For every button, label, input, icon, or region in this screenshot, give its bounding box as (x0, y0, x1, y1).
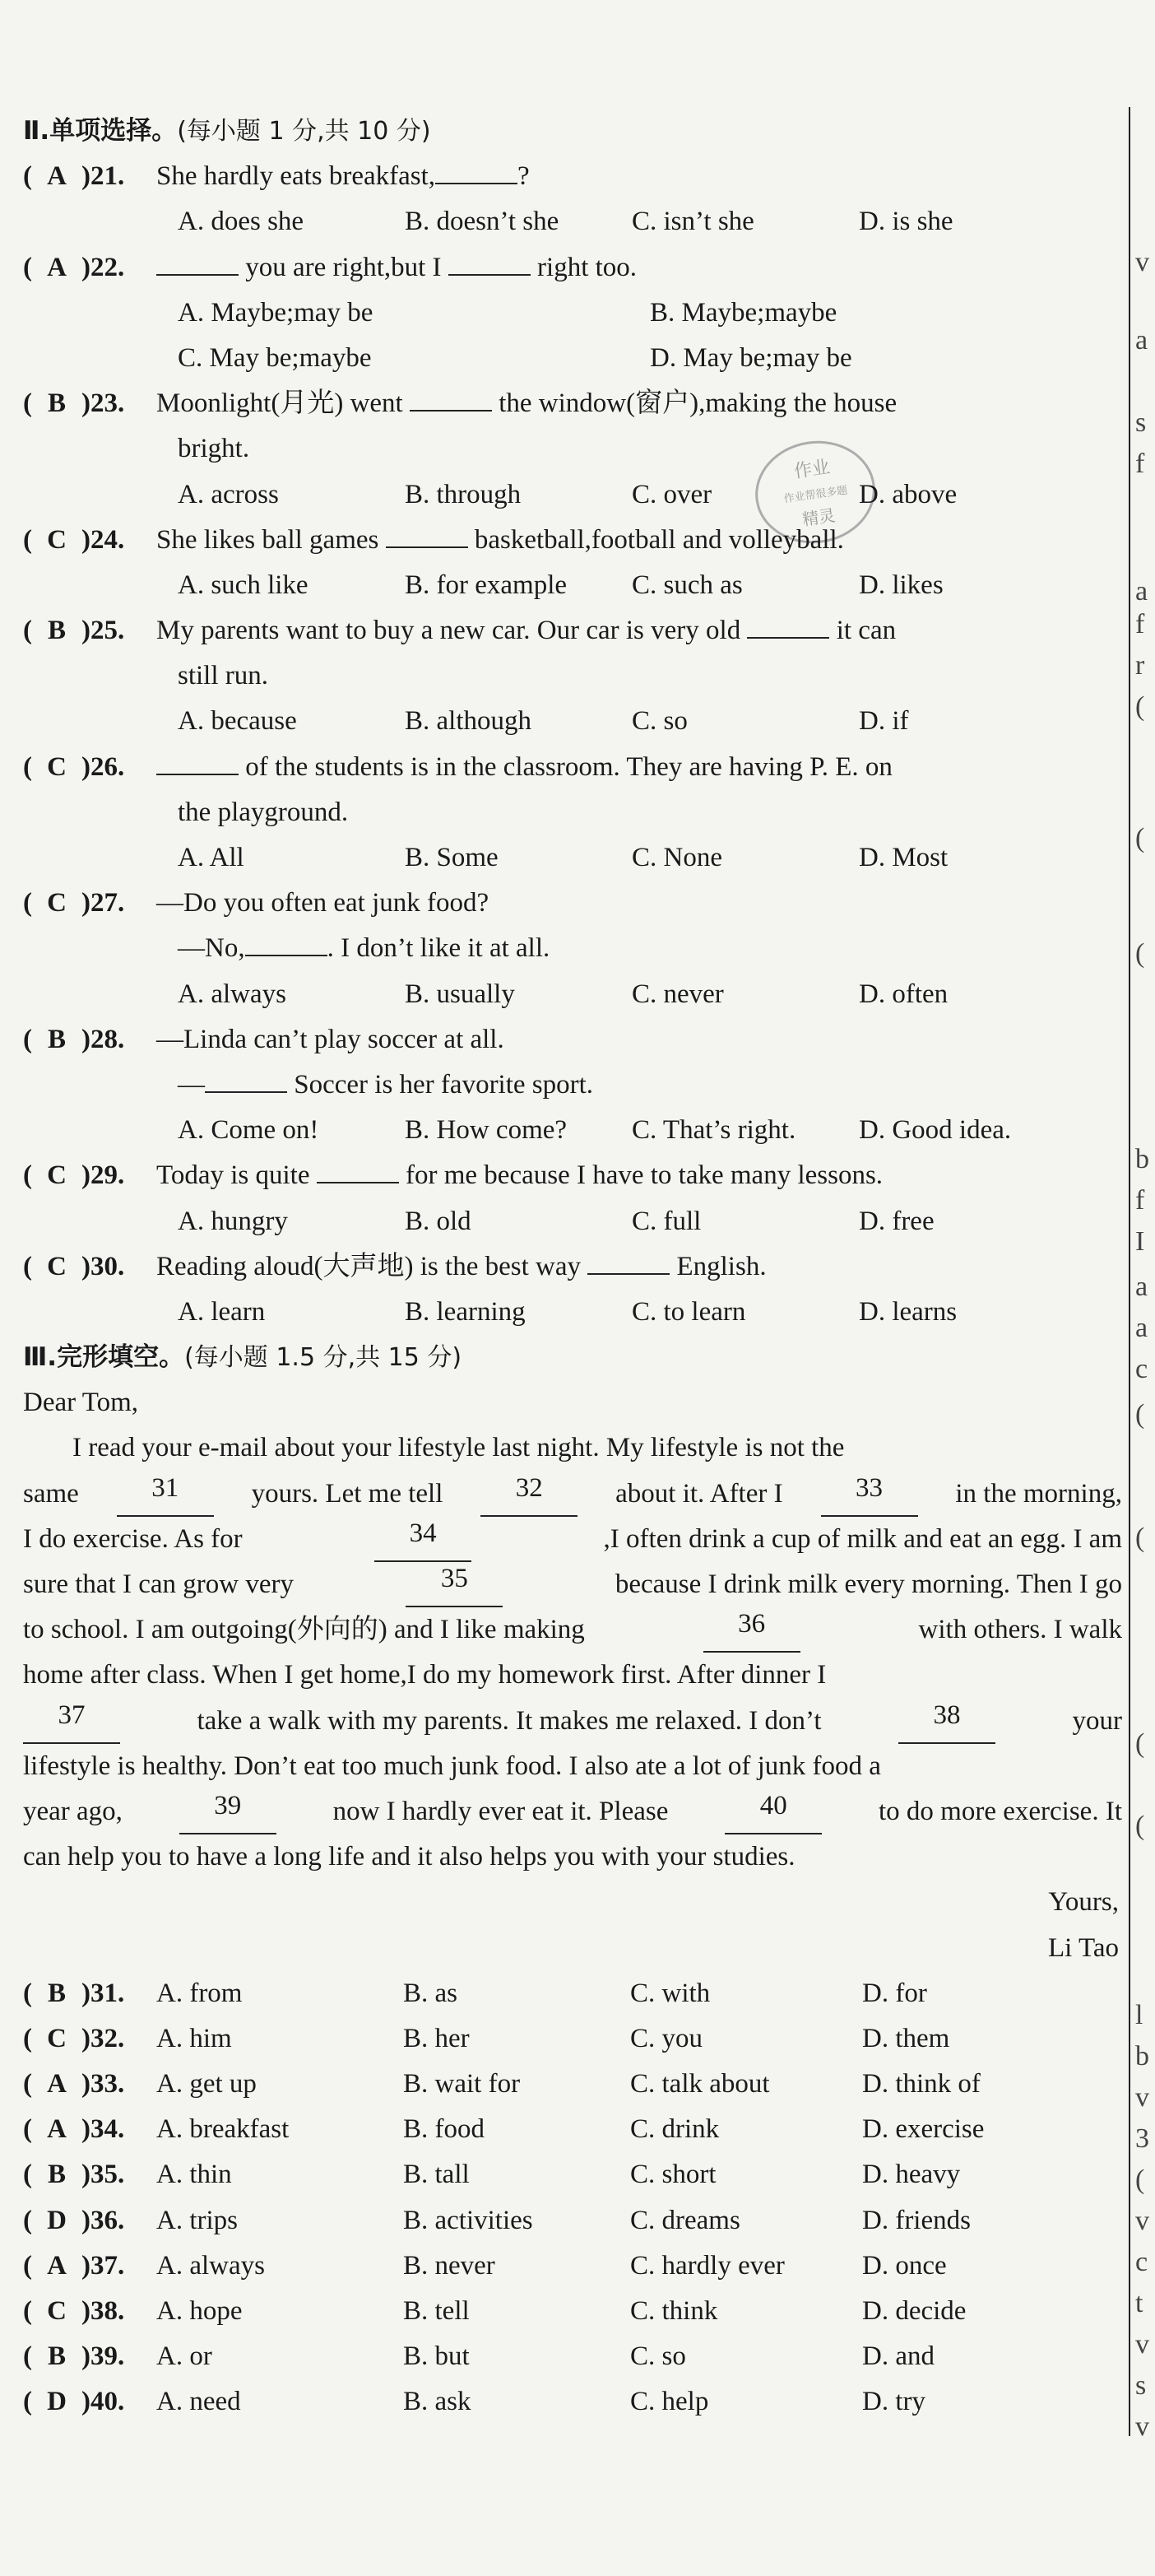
answer-mark: C (47, 888, 67, 918)
cloze-blank-33: 33 (821, 1472, 918, 1517)
cloze-options (23, 1971, 1122, 2425)
answer-blank (587, 1248, 670, 1275)
answer-blank (448, 249, 531, 276)
answer-mark: C (47, 751, 67, 782)
answer-mark: B (47, 616, 66, 646)
options-27: A. always B. usually C. never D. often (178, 979, 949, 1009)
cloze-line-9: year ago, 39 now I hardly ever eat it. Please 40 to do more exercise. It (23, 1789, 1122, 1834)
cloze-line-5: to school. I am outgoing(外向的) and I like making 36 with others. I walk (23, 1607, 1122, 1653)
question-30: ( C )30. Reading aloud(大声地) is the best way English. (23, 1244, 1122, 1290)
letter-signature: Li Tao (1048, 1932, 1119, 1963)
question-23-cont: bright. (178, 434, 250, 464)
answer-blank (205, 1067, 287, 1093)
letter-greeting: Dear Tom, (23, 1388, 139, 1418)
answer-blank (435, 158, 517, 184)
answer-mark: A (47, 2069, 67, 2099)
answer-mark: C (47, 2296, 67, 2326)
question-24: ( C )24. She likes ball games basketball,football and volleyball. (23, 518, 1122, 563)
options-23: A. across B. through C. over D. above (178, 479, 958, 509)
question-29: ( C )29. Today is quite for me because I have to take many lessons. (23, 1153, 1122, 1198)
cloze-line-4: sure that I can grow very 35 because I drink milk every morning. Then I go (23, 1562, 1122, 1607)
cloze-line-6: home after class. When I get home,I do my homework first. After dinner I (23, 1660, 827, 1690)
cloze-passage (23, 1425, 1122, 1880)
cloze-blank-39: 39 (179, 1789, 276, 1834)
cloze-blank-32: 32 (480, 1472, 578, 1517)
cloze-line-7: 37 take a walk with my parents. It makes me relaxed. I don’t 38 your (23, 1699, 1122, 1744)
section-3-title: Ⅲ.完形填空。(每小题 1.5 分,共 15 分) (23, 1342, 462, 1373)
answer-mark: D (47, 2387, 67, 2417)
cloze-option-row: ( B )39. A. or B. but C. so D. and (23, 2334, 1122, 2379)
options-26: A. All B. Some C. None D. Most (178, 843, 949, 872)
cloze-line-8: lifestyle is healthy. Don’t eat too much junk food. I also ate a lot of junk food a (23, 1751, 881, 1781)
answer-blank (245, 930, 327, 956)
answer-blank (156, 749, 239, 775)
answer-mark: B (47, 2160, 66, 2190)
options-28: A. Come on! B. How come? C. That’s right. D. Good idea. (178, 1115, 1012, 1146)
cloze-option-row: ( A )34. A. breakfast B. food C. drink D. exercise (23, 2107, 1122, 2152)
cloze-option-row: ( A )37. A. always B. never C. hardly ever D. once (23, 2244, 1122, 2289)
question-22: ( A )22. you are right,but I right too. (23, 245, 1122, 291)
options-21: A. does she B. doesn’t she C. isn’t she D. is she (178, 207, 953, 237)
section-2-title: Ⅱ.单项选择。(每小题 1 分,共 10 分) (23, 116, 431, 146)
cloze-option-row: ( B )35. A. thin B. tall C. short D. heavy (23, 2152, 1122, 2197)
options-25: A. because B. although C. so D. if (178, 706, 909, 737)
watermark-stamp: 作业 作业帮很多题 精灵 (749, 433, 882, 551)
answer-blank (410, 385, 492, 412)
answer-mark: B (47, 1978, 66, 2008)
question-25-cont: still run. (178, 661, 269, 691)
answer-mark: C (47, 1160, 67, 1191)
question-23: ( B )23. Moonlight(月光) went the window(窗户),making the house (23, 381, 1122, 426)
answer-mark: C (47, 2023, 67, 2053)
cloze-line-10: can help you to have a long life and it also helps you with your studies. (23, 1842, 796, 1872)
answer-mark: B (47, 388, 66, 419)
cloze-blank-34: 34 (374, 1517, 471, 1562)
question-28-reply: — Soccer is her favorite sport. (23, 1062, 1122, 1108)
cloze-blank-40: 40 (725, 1789, 822, 1834)
cloze-blank-37: 37 (23, 1699, 120, 1744)
answer-mark: D (47, 2205, 67, 2235)
cloze-blank-31: 31 (117, 1472, 214, 1517)
cloze-option-row: ( D )40. A. need B. ask C. help D. try (23, 2379, 1122, 2425)
question-27: ( C )27. —Do you often eat junk food? (23, 881, 1122, 926)
cloze-option-row: ( D )36. A. trips B. activities C. dreams D. friends (23, 2198, 1122, 2244)
content (23, 109, 1122, 2425)
cloze-line-1: I read your e-mail about your lifestyle last night. My lifestyle is not the (72, 1433, 845, 1463)
cloze-blank-35: 35 (406, 1562, 503, 1607)
adjacent-column-bleed: v a s f a f r ( ( ( b f I a a c ( ( ( ( l b v 3 ( v c t v s v (1135, 247, 1149, 2442)
answer-blank (317, 1157, 399, 1183)
question-26: ( C )26. of the students is in the classroom. They are having P. E. on (23, 745, 1122, 790)
cloze-option-row: ( A )33. A. get up B. wait for C. talk about D. think of (23, 2062, 1122, 2107)
question-21: ( A )21. She hardly eats breakfast, ? (23, 154, 1122, 199)
answer-blank (386, 522, 468, 548)
cloze-option-row: ( C )38. A. hope B. tell C. think D. decide (23, 2289, 1122, 2334)
question-25: ( B )25. My parents want to buy a new car. Our car is very old it can (23, 608, 1122, 653)
question-26-cont: the playground. (178, 797, 349, 827)
options-30: A. learn B. learning C. to learn D. learns (178, 1296, 958, 1327)
answer-mark: B (47, 2341, 66, 2372)
answer-blank (156, 249, 239, 276)
options-22b: C. May be;maybe D. May be;may be (178, 342, 852, 373)
column-divider (1129, 107, 1130, 2436)
question-28: ( B )28. —Linda can’t play soccer at all. (23, 1017, 1122, 1062)
cloze-blank-38: 38 (898, 1699, 995, 1744)
answer-mark: C (47, 524, 67, 555)
question-27-reply: —No, . I don’t like it at all. (23, 926, 1122, 971)
answer-blank (747, 612, 829, 639)
letter-closing: Yours, (1048, 1887, 1119, 1918)
options-22a: A. Maybe;may be B. Maybe;maybe (178, 297, 837, 328)
cloze-option-row: ( C )32. A. him B. her C. you D. them (23, 2016, 1122, 2062)
options-24: A. such like B. for example C. such as D. likes (178, 570, 944, 600)
answer-mark: A (47, 161, 67, 192)
answer-mark: C (47, 1251, 67, 1281)
cloze-blank-36: 36 (703, 1607, 800, 1653)
cloze-option-row: ( B )31. A. from B. as C. with D. for (23, 1971, 1122, 2016)
cloze-line-3: I do exercise. As for 34 ,I often drink a cup of milk and eat an egg. I am (23, 1517, 1122, 1562)
answer-mark: B (47, 1024, 66, 1054)
answer-mark: A (47, 252, 67, 282)
answer-mark: A (47, 2250, 67, 2281)
options-29: A. hungry B. old C. full D. free (178, 1206, 935, 1236)
answer-mark: A (47, 2114, 67, 2145)
cloze-line-2: same 31 yours. Let me tell 32 about it. After I 33 in the morning, (23, 1472, 1122, 1517)
